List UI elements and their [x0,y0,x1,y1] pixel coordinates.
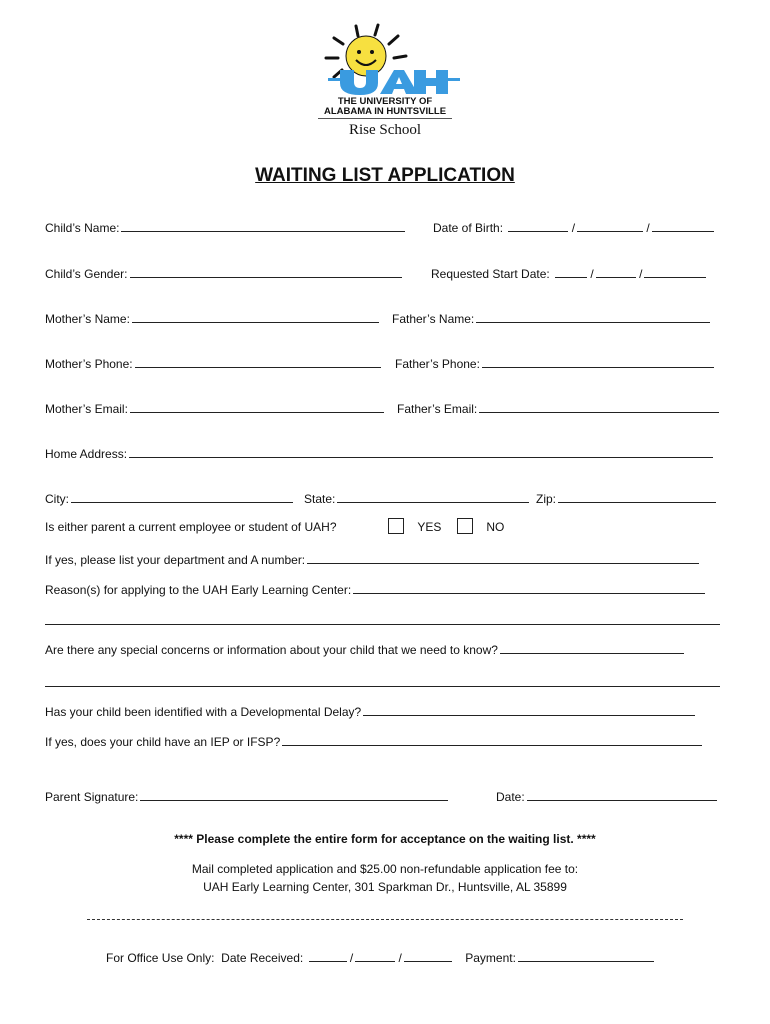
mother-name-field[interactable] [132,310,379,323]
reason-field-line2[interactable] [45,624,720,625]
state-label: State: [304,492,336,506]
start-year-field[interactable] [644,265,706,278]
reason-field[interactable] [353,581,705,594]
no-checkbox[interactable] [457,518,473,534]
mother-name-label: Mother’s Name: [45,312,130,326]
uah-question-row [45,520,337,534]
mother-name-row [45,310,379,326]
office-use-label: For Office Use Only: [106,951,215,965]
start-date-label: Requested Start Date: [431,267,550,281]
father-email-field[interactable] [479,400,719,413]
signature-date-row [496,788,717,804]
child-gender-label: Child’s Gender: [45,267,128,281]
uah-rise-school-logo [310,22,460,144]
mother-phone-field[interactable] [135,355,381,368]
home-address-row [45,445,713,461]
start-day-field[interactable] [596,265,636,278]
father-phone-row [395,355,714,371]
logo-divider [318,118,452,119]
city-label: City: [45,492,69,506]
page-title: WAITING LIST APPLICATION [255,165,515,186]
father-name-row [392,310,710,326]
father-phone-label: Father’s Phone: [395,357,480,371]
mother-email-field[interactable] [130,400,384,413]
date-received-label: Date Received: [221,951,304,965]
dob-row: Date of Birth: / / [433,219,714,235]
child-name-field[interactable] [121,219,405,232]
no-option [457,518,504,534]
mail-instructions-line2: UAH Early Learning Center, 301 Sparkman Dr., Huntsville, AL 35899 [203,880,567,894]
logo-university-line1: THE UNIVERSITY OF [337,96,433,107]
mail-instructions-line1: Mail completed application and $25.00 non-refundable application fee to: [191,862,579,876]
child-name-row [45,219,405,235]
iep-row [45,733,702,749]
signature-row [45,788,448,804]
signature-label: Parent Signature: [45,790,139,804]
received-month-field[interactable] [309,949,347,962]
dob-day-field[interactable] [577,219,643,232]
office-use-row: For Office Use Only: Date Received: / / Payment: [106,949,654,965]
iep-field[interactable] [282,733,702,746]
father-name-field[interactable] [476,310,710,323]
logo-school-name: Rise School [348,122,422,138]
state-field[interactable] [337,490,529,503]
office-divider [87,919,683,920]
home-address-field[interactable] [129,445,713,458]
concerns-label: Are there any special concerns or information about your child that we need to know? [45,643,498,657]
no-label: NO [486,520,505,534]
zip-field[interactable] [558,490,716,503]
iep-label: If yes, does your child have an IEP or IFSP? [45,735,281,749]
dept-field[interactable] [307,551,699,564]
payment-label: Payment: [465,951,516,965]
signature-field[interactable] [140,788,448,801]
mother-email-label: Mother’s Email: [45,402,128,416]
city-row [45,490,293,506]
mother-email-row [45,400,384,416]
city-field[interactable] [71,490,293,503]
father-email-label: Father’s Email: [397,402,478,416]
dob-label: Date of Birth: [433,221,504,235]
dept-label: If yes, please list your department and A number: [45,553,306,567]
child-gender-row [45,265,402,281]
dob-month-field[interactable] [508,219,568,232]
start-month-field[interactable] [555,265,587,278]
yes-label: YES [417,520,442,534]
logo-university-line2: ALABAMA IN HUNTSVILLE [323,106,447,117]
uah-question-label: Is either parent a current employee or student of UAH? [45,520,337,534]
child-name-label: Child’s Name: [45,221,120,235]
concerns-field[interactable] [500,641,684,654]
delay-label: Has your child been identified with a Developmental Delay? [45,705,362,719]
signature-date-label: Date: [496,790,525,804]
payment-field[interactable] [518,949,654,962]
dept-row [45,551,699,567]
father-email-row [397,400,719,416]
signature-date-field[interactable] [527,788,717,801]
uah-letters-icon [310,66,460,96]
reason-row [45,581,705,597]
concerns-row [45,641,684,657]
delay-field[interactable] [363,703,695,716]
yes-option [388,518,441,534]
yes-checkbox[interactable] [388,518,404,534]
child-gender-field[interactable] [130,265,402,278]
delay-row [45,703,695,719]
start-date-row: Requested Start Date: / / [431,265,706,281]
zip-row [536,490,716,506]
received-day-field[interactable] [355,949,395,962]
concerns-field-line2[interactable] [45,686,720,687]
dob-year-field[interactable] [652,219,714,232]
father-name-label: Father’s Name: [392,312,475,326]
received-year-field[interactable] [404,949,452,962]
mother-phone-row [45,355,381,371]
state-row [304,490,529,506]
father-phone-field[interactable] [482,355,714,368]
mother-phone-label: Mother’s Phone: [45,357,133,371]
reason-label: Reason(s) for applying to the UAH Early Learning Center: [45,583,352,597]
zip-label: Zip: [536,492,557,506]
completion-notice: **** Please complete the entire form for acceptance on the waiting list. **** [174,832,596,846]
home-address-label: Home Address: [45,447,128,461]
